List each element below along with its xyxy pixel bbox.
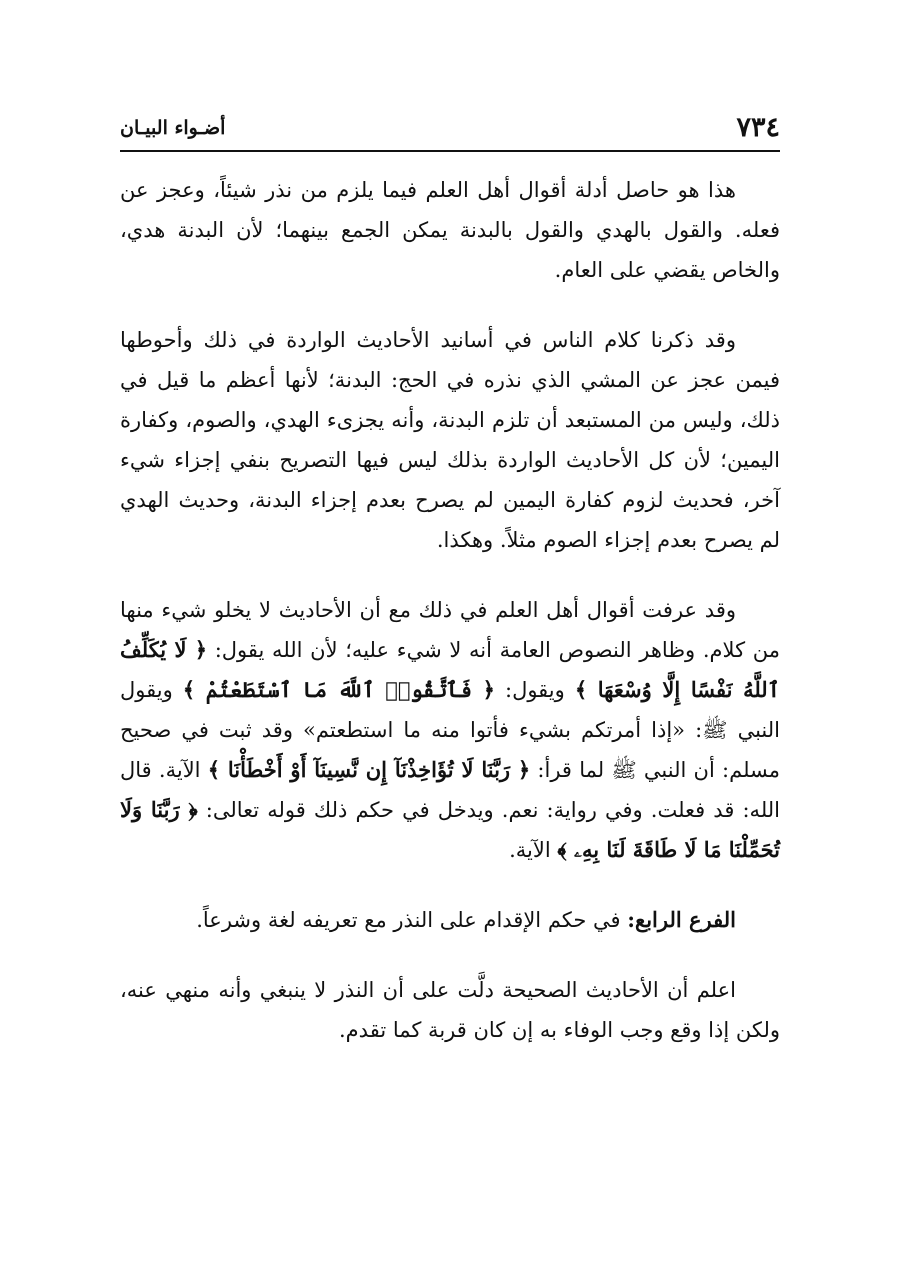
- quran-verse: ﴿ رَبَّنَا لَا تُؤَاخِذْنَآ إِن نَّسِينَآ أَوْ أَخْطَأْنَا ﴾: [207, 757, 531, 782]
- paragraph-text: الآية.: [509, 838, 558, 862]
- paragraph-text: في حكم الإقدام على النذر مع تعريفه لغة وشرعاً.: [196, 908, 628, 932]
- page-header: [120, 108, 780, 148]
- paragraph-text: هذا هو حاصل أدلة أقوال أهل العلم فيما يلزم من نذر شيئاً، وعجز عن فعله. والقول بالهدي والقول بالبدنة يمكن الجمع بينهما؛ لأن البدنة هدي، والخاص يقضي على العام.: [120, 178, 780, 282]
- running-title: أضـواء البيـان: [120, 117, 226, 139]
- paragraph-evidence: [120, 590, 780, 870]
- paragraph-section-heading: [120, 900, 780, 940]
- paragraph-text: الآية. قال الله: قد فعلت. وفي رواية: نعم. ويدخل في حكم ذلك قوله تعالى:: [120, 758, 781, 822]
- quran-verse: ﴿ لَا يُكَلِّفُ ٱللَّهُ نَفْسًا إِلَّا وُسْعَهَا ﴾: [120, 637, 780, 702]
- paragraph-discussion: [120, 320, 780, 560]
- quran-verse: ﴿ رَبَّنَا وَلَا تُحَمِّلْنَا مَا لَا طَاقَةَ لَنَا بِهِۦ ﴾: [120, 797, 780, 862]
- paragraph-text: وقد ذكرنا كلام الناس في أسانيد الأحاديث الواردة في ذلك وأحوطها فيمن عجز عن المشي الذي نذره في الحج: البدنة؛ لأنها أعظم ما قيل في ذلك، وليس من المستبعد أن تلزم البدنة، وأنه يجزىء الهدي، والصوم، وكفارة اليمين؛ لأن كل الأحاديث الواردة بذلك ليس فيها التصريح بنفي إجزاء شيء آخر، فحديث لزوم كفارة اليمين لم يصرح بعدم إجزاء البدنة، وحديث الهدي لم يصرح بعدم إجزاء الصوم مثلاً. وهكذا.: [120, 328, 780, 552]
- quran-verse: ﴿ فَٱتَّقُوا۟ ٱللَّهَ مَا ٱسْتَطَعْتُمْ ﴾: [182, 677, 495, 702]
- paragraph-text: ويقول:: [494, 678, 575, 702]
- paragraph-text: اعلم أن الأحاديث الصحيحة دلَّت على أن النذر لا ينبغي وأنه منهي عنه، ولكن إذا وقع وجب الوفاء به إن كان قربة كما تقدم.: [120, 978, 780, 1042]
- header-rule: [120, 150, 780, 152]
- paragraph-text: وقد عرفت أقوال أهل العلم في ذلك مع أن الأحاديث لا يخلو شيء منها من كلام. وظاهر النصوص العامة أنه لا شيء عليه؛ لأن الله يقول:: [120, 598, 780, 662]
- paragraph-conclusion: [120, 970, 780, 1050]
- page-number: ٧٣٤: [736, 112, 780, 143]
- paragraph-text: ويقول النبي ﷺ: «إذا أمرتكم بشيء فأتوا منه ما استطعتم» وقد ثبت في صحيح مسلم: أن النبي ﷺ لما قرأ:: [120, 678, 781, 782]
- paragraph-summary: [120, 170, 780, 290]
- body-text: [120, 170, 780, 1080]
- section-lead: الفرع الرابع:: [627, 907, 736, 932]
